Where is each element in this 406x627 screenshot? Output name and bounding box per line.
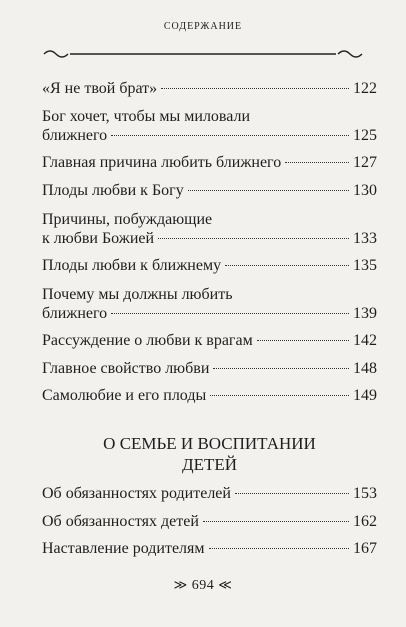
toc-entry: Рассуждение о любви к врагам 142 — [42, 332, 377, 349]
footer-right-ornament: ≪ — [218, 577, 233, 592]
toc-entry: Бог хочет, чтобы мы миловали ближнего 125 — [42, 108, 377, 144]
footer-left-ornament: ≫ — [173, 577, 188, 592]
toc-entry: Об обязанностях детей 162 — [42, 513, 377, 530]
toc-entry: Главная причина любить ближнего 127 — [42, 154, 377, 171]
toc-entry: Плоды любви к ближнему 135 — [42, 257, 377, 274]
toc-entry: Об обязанностях родителей 153 — [42, 485, 377, 502]
section-heading-line1: О СЕМЬЕ И ВОСПИТАНИИ — [103, 434, 316, 453]
toc-entry: «Я не твой брат» 122 — [42, 80, 377, 97]
section-heading-line2: ДЕТЕЙ — [181, 455, 238, 474]
toc-entry: Наставление родителям 167 — [42, 540, 377, 557]
toc-entry: Главное свойство любви 148 — [42, 360, 377, 377]
page-number: 694 — [191, 578, 215, 593]
section-heading — [42, 433, 377, 475]
toc-entry: Плоды любви к Богу 130 — [42, 182, 377, 199]
toc-entry: Причины, побуждающие к любви Божией 133 — [42, 211, 377, 247]
page-footer — [0, 577, 406, 594]
toc-entry: Самолюбие и его плоды 149 — [42, 387, 377, 404]
toc-entry: Почему мы должны любить ближнего 139 — [42, 286, 377, 322]
running-header: СОДЕРЖАНИЕ — [163, 21, 243, 32]
ornament-divider — [40, 46, 366, 62]
